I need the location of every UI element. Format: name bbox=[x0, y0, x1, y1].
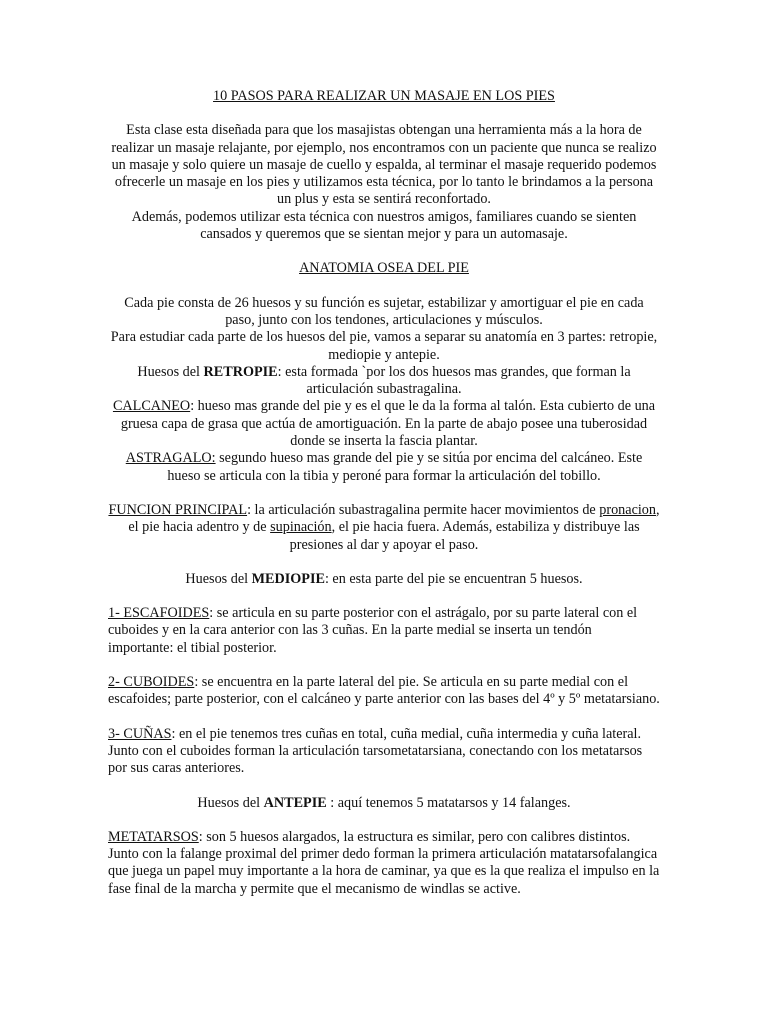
escafoides-paragraph bbox=[108, 605, 660, 657]
retropie-prefix: Huesos del bbox=[137, 363, 204, 380]
astragalo-paragraph bbox=[108, 450, 660, 485]
cunas-text: : en el pie tenemos tres cuñas en total, cuña medial, cuña intermedia y cuña lateral. Junto con el cuboides forman la articulación tarsometatarsiana, conectando con los metatarsos por sus caras anteriores. bbox=[108, 725, 643, 777]
anatomia-paragraph-1: Cada pie consta de 26 huesos y su función es sujetar, estabilizar y amortiguar el pie en cada paso, junto con los tendones, articulaciones y músculos. bbox=[124, 294, 644, 328]
cuboides-text: : se encuentra en la parte lateral del pie. Se articula en su parte medial con el escafoides; parte posterior, con el calcáneo y parte anterior con las bases del 4º y 5º metatarsiano. bbox=[108, 674, 660, 708]
retropie-paragraph bbox=[108, 364, 660, 399]
supinacion-term: supinación bbox=[270, 519, 332, 536]
funcion-term: FUNCION PRINCIPAL bbox=[108, 501, 248, 518]
funcion-text-2: , el pie hacia adentro y de bbox=[128, 501, 660, 536]
mediopie-term: MEDIOPIE bbox=[251, 570, 325, 587]
document-body bbox=[108, 88, 660, 898]
retropie-text: : esta formada `por los dos huesos mas grandes, que forman la articulación subastragalina. bbox=[277, 363, 631, 398]
astragalo-text: segundo hueso mas grande del pie y se sitúa por encima del calcáneo. Este hueso se articula con la tibia y peroné para formar la articulación del tobillo. bbox=[167, 450, 643, 484]
metatarsos-term: METATARSOS bbox=[108, 828, 199, 845]
cunas-term: 3- CUÑAS bbox=[108, 725, 172, 742]
calcaneo-paragraph bbox=[108, 398, 660, 450]
antepie-term: ANTEPIE bbox=[263, 794, 327, 811]
anatomia-paragraph-2: Para estudiar cada parte de los huesos del pie, vamos a separar su anatomía en 3 partes: retropie, mediopie y antepie. bbox=[110, 329, 658, 363]
pronacion-term: pronacion bbox=[599, 501, 656, 518]
intro-paragraph: Esta clase esta diseñada para que los masajistas obtengan una herramienta más a la hora de realizar un masaje relajante, por ejemplo, nos encontramos con un paciente que nunca se realizo un masaje y solo quiere un masaje de cuello y espalda, al terminar el masaje requerido podemos ofrecerle un masaje en los pies y utilizamos esta técnica, por lo tanto le brindamos a la persona un plus y esta se sentirá reconfortado. bbox=[111, 122, 657, 208]
mediopie-text: : en esta parte del pie se encuentran 5 huesos. bbox=[324, 570, 583, 587]
funcion-text-3: , el pie hacia fuera. Además, estabiliza y distribuye las presiones al dar y apoyar el paso. bbox=[289, 519, 640, 553]
escafoides-text: : se articula en su parte posterior con el astrágalo, por su parte lateral con el cuboides y en la cara anterior con las 3 cuñas. En la parte medial se inserta un tendón importante: el tibial posterior. bbox=[108, 605, 638, 656]
funcion-paragraph bbox=[108, 502, 660, 554]
intro-paragraph-2: Además, podemos utilizar esta técnica con nuestros amigos, familiares cuando se sienten cansados y queremos que se sientan mejor y para un automasaje. bbox=[131, 208, 637, 243]
retropie-term: RETROPIE bbox=[203, 363, 278, 380]
document-title: 10 PASOS PARA REALIZAR UN MASAJE EN LOS PIES bbox=[213, 88, 555, 104]
astragalo-term: ASTRAGALO: bbox=[125, 450, 216, 467]
cuboides-paragraph bbox=[108, 674, 660, 709]
metatarsos-text: : son 5 huesos alargados, la estructura es similar, pero con calibres distintos. Junto con la falange proximal del primer dedo forman la primera articulación matatarsofalangica que juega un papel muy importante a la hora de caminar, ya que es la que realiza el impulso en la fase final de la marcha y permite que el mecanismo de windlas se active. bbox=[108, 828, 660, 897]
cuboides-term: 2- CUBOIDES bbox=[108, 674, 195, 691]
mediopie-heading bbox=[108, 571, 660, 588]
funcion-text-1: : la articulación subastragalina permite hacer movimientos de bbox=[247, 501, 600, 518]
mediopie-prefix: Huesos del bbox=[185, 570, 252, 587]
antepie-text: : aquí tenemos 5 matatarsos y 14 falanges. bbox=[326, 794, 571, 811]
escafoides-term: 1- ESCAFOIDES bbox=[108, 605, 210, 622]
cunas-paragraph bbox=[108, 726, 660, 778]
calcaneo-term: CALCANEO bbox=[112, 398, 191, 415]
anatomia-heading: ANATOMIA OSEA DEL PIE bbox=[299, 260, 469, 277]
antepie-prefix: Huesos del bbox=[197, 794, 264, 811]
metatarsos-paragraph bbox=[108, 829, 660, 898]
antepie-heading bbox=[108, 795, 660, 812]
calcaneo-text: : hueso mas grande del pie y es el que le da la forma al talón. Esta cubierto de una gruesa capa de grasa que actúa de amortiguación. En la parte de abajo posee una tuberosidad donde se inserta la fascia plantar. bbox=[120, 398, 656, 450]
